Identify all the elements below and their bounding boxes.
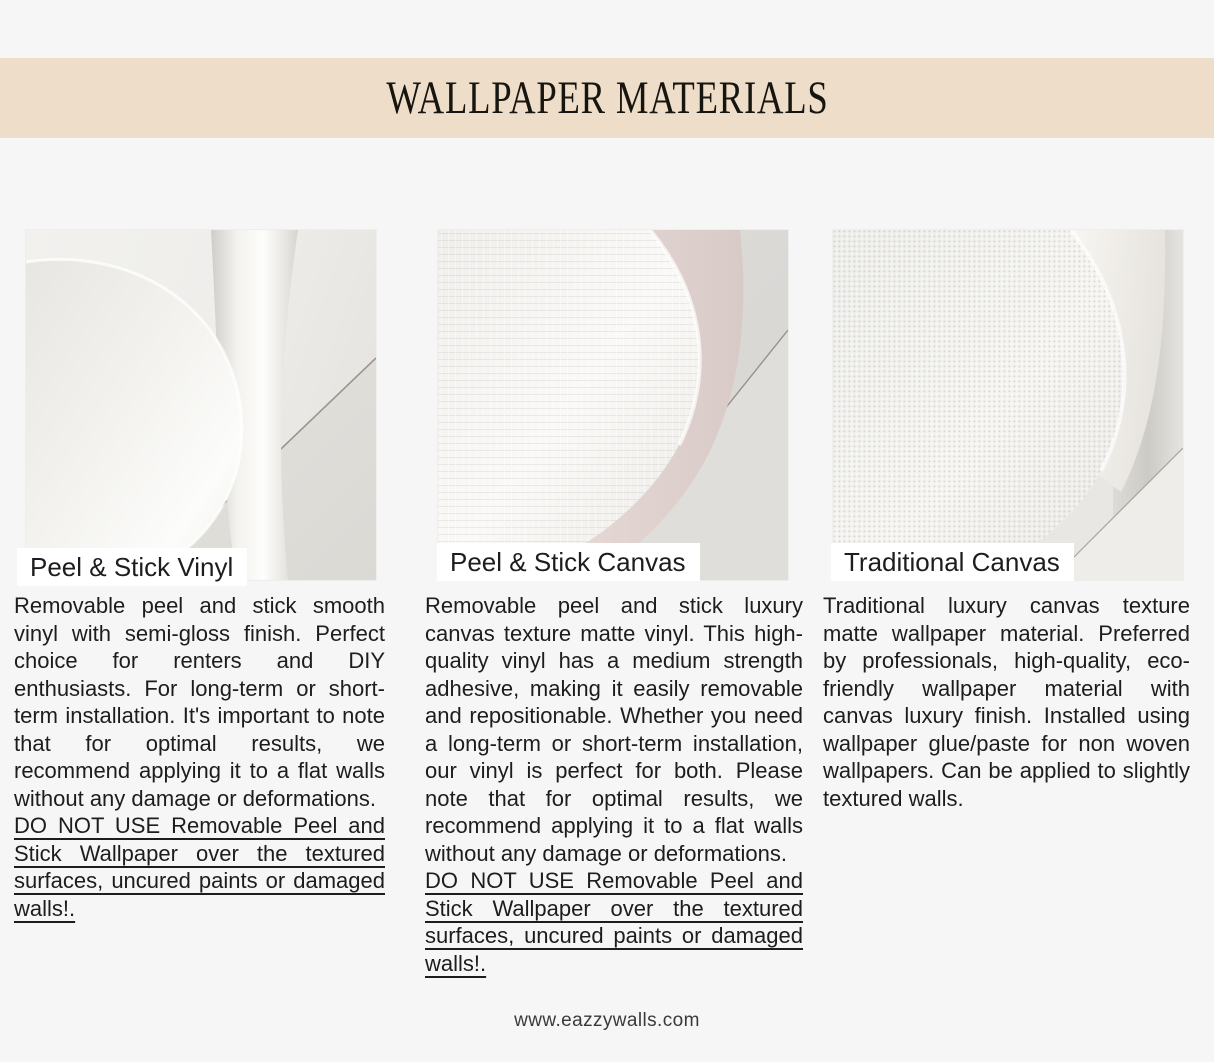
material-description: Removable peel and stick smooth vinyl with semi-gloss finish. Perfect choice for renters and DIY enthusiasts. For long-term or short-term installation. It's important to note that for optimal results, we recommend applying it to a flat walls without any damage or deformations. bbox=[14, 593, 385, 811]
material-label-traditional-canvas: Traditional Canvas bbox=[831, 543, 1074, 581]
footer-website: www.eazzywalls.com bbox=[514, 1010, 700, 1031]
material-label-vinyl: Peel & Stick Vinyl bbox=[17, 548, 247, 586]
header-banner bbox=[0, 58, 1214, 138]
material-description: Removable peel and stick luxury canvas texture matte vinyl. This high-quality vinyl has a medium strength adhesive, making it easily removable and repositionable. Whether you need a long-term or short-term installation, our vinyl is perfect for both. Please note that for optimal results, we recommend applying it to a flat walls without any damage or deformations. bbox=[425, 593, 803, 866]
material-label-ps-canvas: Peel & Stick Canvas bbox=[437, 543, 700, 581]
material-text-vinyl bbox=[14, 592, 385, 922]
traditional-canvas-photo bbox=[833, 230, 1183, 580]
vinyl-sheet-illustration bbox=[26, 230, 376, 580]
peel-stick-canvas-photo bbox=[438, 230, 788, 580]
material-description: Traditional luxury canvas texture matte wallpaper material. Preferred by professionals, high-quality, eco-friendly wallpaper material with canvas luxury finish. Installed using wallpaper glue/paste for non woven wallpapers. Can be applied to slightly textured walls. bbox=[823, 593, 1190, 811]
woven-canvas-illustration bbox=[833, 230, 1183, 580]
material-warning: DO NOT USE Removable Peel and Stick Wallpaper over the textured surfaces, uncured paints or damaged walls!. bbox=[425, 868, 803, 976]
material-warning: DO NOT USE Removable Peel and Stick Wallpaper over the textured surfaces, uncured paints or damaged walls!. bbox=[14, 813, 385, 921]
page-title: WALLPAPER MATERIALS bbox=[385, 72, 829, 124]
peel-stick-vinyl-photo bbox=[26, 230, 376, 580]
material-text-ps-canvas bbox=[425, 592, 803, 977]
material-text-traditional-canvas bbox=[823, 592, 1190, 812]
canvas-sheet-illustration bbox=[438, 230, 788, 580]
